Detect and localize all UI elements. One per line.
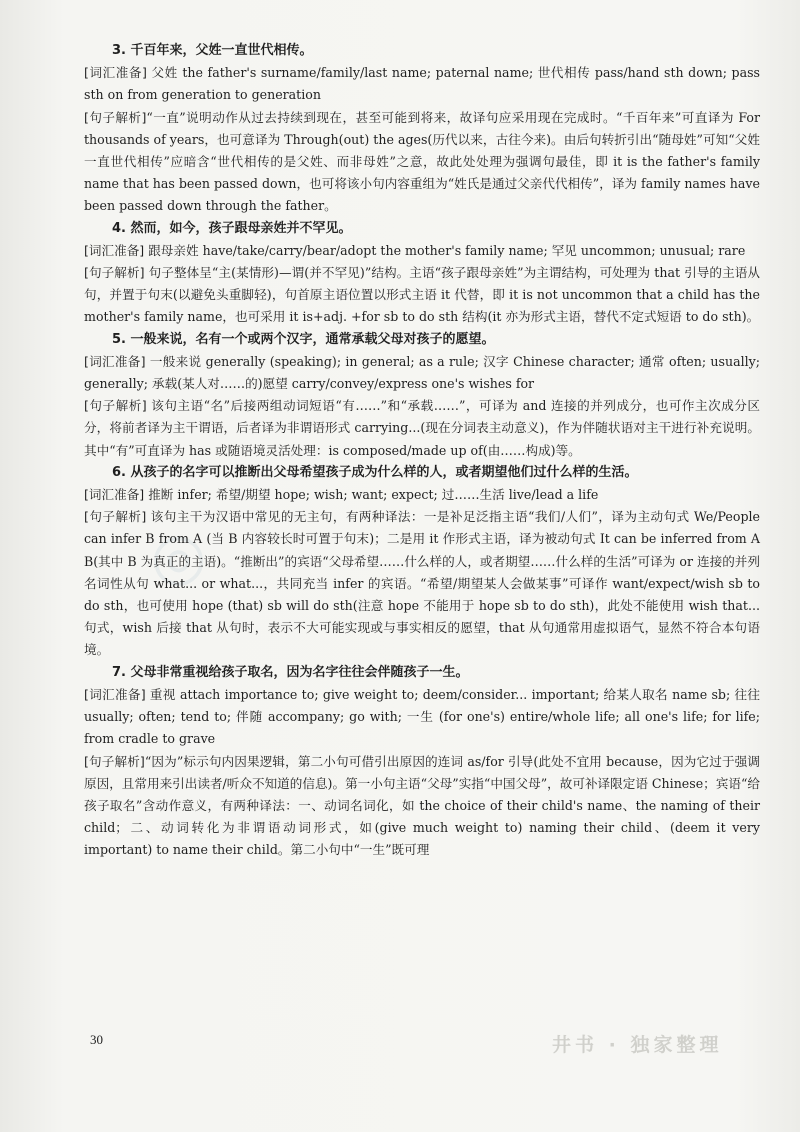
analysis-block-5 — [84, 395, 760, 462]
analysis-text: “一直”说明动作从过去持续到现在，甚至可能到将来，故译句应采用现在完成时。“千百年来”可直译为 For thousands of years，也可意译为 Through(out) the ages(历代以来，古往今来)。由后句转折引出“随母姓”可知“父姓一直世代相传”应暗含“世代相传的是父姓、而非母姓”之意，故此处处理为强调句最佳，即 it is the father's family name that has been passed down，也可将该小句内容重组为“姓氏是通过父亲代代相传”，译为 family names have been passed down through the father。 — [84, 109, 760, 214]
vocab-tag: [词汇准备] — [84, 242, 145, 258]
question-3: 3. 千百年来，父姓一直世代相传。 — [112, 43, 313, 58]
page-number: 30 — [90, 1032, 103, 1047]
analysis-text: 该句主语“名”后接两组动词短语“有……”和“承载……”，可译为 and 连接的并列成分，也可作主次成分区分，将前者译为主干谓语，后者译为非谓语形式 carrying...(现在分词表主动意义)，作为伴随状语对主干进行补充说明。其中“有”可直译为 has 或随语境灵活处理：is composed/made up of(由……构成)等。 — [84, 398, 760, 458]
footer-brand: 井书 · 独家整理 — [552, 1034, 723, 1056]
question-6: 6. 从孩子的名字可以推断出父母希望孩子成为什么样的人，或者期望他们过什么样的生活。 — [112, 464, 638, 480]
analysis-tag: [句子解析] — [84, 398, 147, 414]
vocab-tag: [词汇准备] — [84, 686, 146, 702]
vocab-tag: [词汇准备] — [84, 487, 145, 503]
analysis-tag: [句子解析] — [84, 509, 147, 525]
analysis-text: 该句主干为汉语中常见的无主句，有两种译法：一是补足泛指主语“我们/人们”，译为主动句式 We/People can infer B from A (当 B 内容较长时可置于句末)；二是用 it 作形式主语，译为被动句式 It can be inferred from A B(其中 B 为真正的主语)。“推断出”的宾语“父母希望……什么样的人，或者期望……什么样的生活”可译为 or 连接的并列名词性从句 what... or what...，共同充当 infer 的宾语。“希望/期望某人会做某事”可译作 want/expect/wish sb to do sth，也可使用 hope (that) sb will do sth(注意 hope 不能用于 hope sb to do sth)，此处不能使用 wish that... 句式，wish 后接 that 从句时，表示不大可能实现或与事实相反的愿望，that 从句通常用虚拟语气，显然不符合本句语境。 — [84, 509, 761, 658]
analysis-block-7 — [84, 751, 760, 862]
vocab-block-5 — [84, 351, 760, 395]
vocab-text: 推断 infer; 希望/期望 hope; wish; want; expect; 过……生活 live/lead a life — [144, 487, 599, 503]
vocab-block-6 — [84, 484, 760, 506]
vocab-text: 重视 attach importance to; give weight to; deem/consider... important; 给某人取名 name sb; 往往 usually; often; tend to; 伴随 accompany; go with; 一生 (for one's) entire/whole life; all one's life; for life; from cradle to grave — [84, 686, 761, 747]
vocab-block-4 — [84, 240, 760, 262]
analysis-text: 句子整体呈“主(某情形)—谓(并不罕见)”结构。主语“孩子跟母亲姓”为主谓结构，可处理为 that 引导的主语从句，并置于句末(以避免头重脚轻)，句首原主语位置以形式主语 it 代替，即 it is not uncommon that a child has the mother's family name，也可采用 it is+adj. +for sb to do sth 结构(it 亦为形式主语，替代不定式短语 to do sth)。 — [84, 265, 760, 325]
analysis-block-3 — [84, 107, 760, 218]
vocab-tag: [词汇准备] — [84, 353, 146, 369]
vocab-text: 父姓 the father's surname/family/last name; paternal name; 世代相传 pass/hand sth down; pass sth on from generation to generation — [84, 65, 761, 103]
analysis-text: “因为”标示句内因果逻辑，第二小句可借引出原因的连词 as/for 引导(此处不宜用 because，因为它过于强调原因，且常用来引出读者/听众不知道的信息)。第一小句主语“父母”实指“中国父母”，故可补译限定语 Chinese；宾语“给孩子取名”含动作意义，有两种译法：一、动词名词化，如 the choice of their child's name、the naming of their child；二、动词转化为非谓语动词形式，如(give much weight to) naming their child、(deem it very important) to name their child。第二小句中“一生”既可理 — [84, 753, 760, 858]
analysis-tag: [句子解析] — [84, 753, 145, 769]
question-7: 7. 父母非常重视给孩子取名，因为名字往往会伴随孩子一生。 — [112, 664, 469, 680]
vocab-block-7 — [84, 684, 760, 751]
question-5: 5. 一般来说，名有一个或两个汉字，通常承载父母对孩子的愿望。 — [112, 331, 495, 347]
vocab-block-3 — [84, 62, 760, 106]
vocab-tag: [词汇准备] — [84, 65, 147, 81]
text-content — [84, 40, 760, 862]
question-4: 4. 然而，如今，孩子跟母亲姓并不罕见。 — [112, 220, 352, 236]
analysis-tag: [句子解析] — [84, 265, 145, 281]
vocab-text: 一般来说 generally (speaking); in general; as a rule; 汉字 Chinese character; 通常 often; usually; generally; 承载(某人对……的)愿望 carry/convey/express one's wishes for — [84, 353, 760, 392]
vocab-text: 跟母亲姓 have/take/carry/bear/adopt the mother's family name; 罕见 uncommon; unusual; rare — [144, 242, 746, 258]
watermark: ◎ — [145, 516, 211, 598]
analysis-block-6 — [84, 506, 760, 661]
analysis-block-4 — [84, 262, 760, 329]
analysis-tag: [句子解析] — [84, 109, 147, 125]
